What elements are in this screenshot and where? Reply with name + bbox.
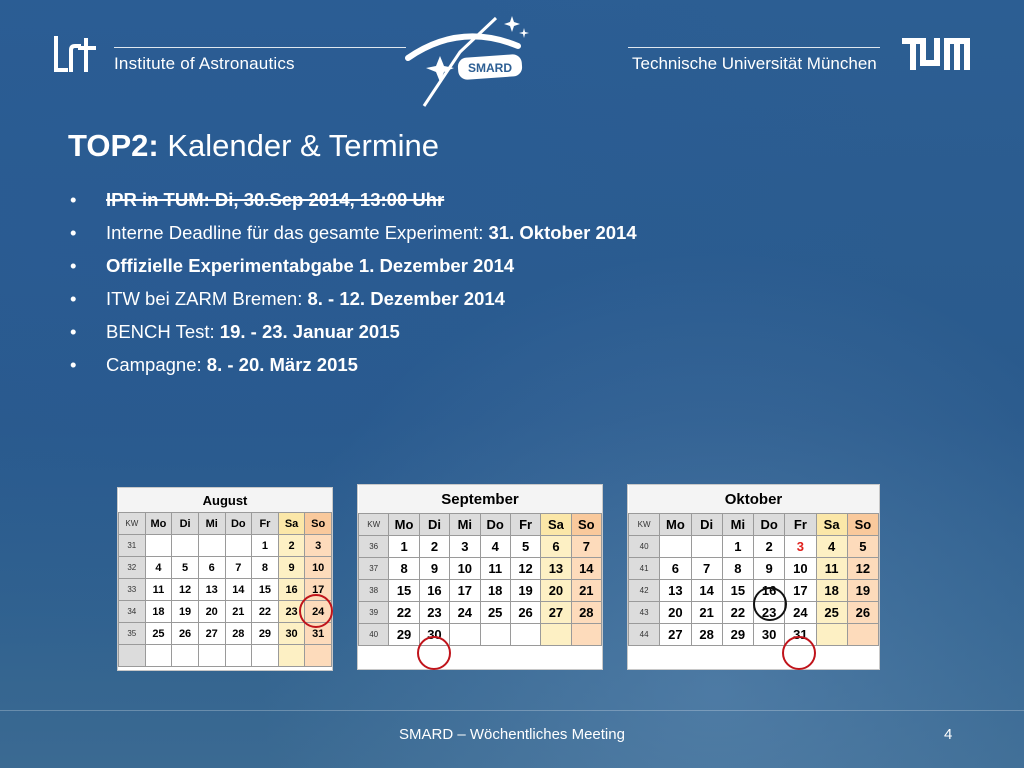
day-cell: 19 [847,580,878,602]
day-cell: 10 [450,558,480,580]
calendar-week-row [359,580,602,602]
bullet-bold: 19. - 23. Januar 2015 [219,321,400,342]
weekday-header: Do [754,514,785,536]
weekday-header: Di [172,513,199,535]
day-cell: 23 [754,602,785,624]
day-cell: 24 [305,601,332,623]
day-cell [305,645,332,667]
day-cell: 17 [450,580,480,602]
day-cell: 15 [722,580,753,602]
day-cell: 16 [754,580,785,602]
calendar-october [627,484,880,670]
calendar-week-row [119,557,332,579]
week-number-cell: 43 [629,602,660,624]
week-number-cell: 36 [359,536,389,558]
day-cell: 11 [145,579,172,601]
day-cell: 11 [816,558,847,580]
week-number-cell: 32 [119,557,146,579]
day-cell: 20 [541,580,571,602]
day-cell: 1 [722,536,753,558]
week-number-cell: 35 [119,623,146,645]
tum-logo-icon [902,38,970,70]
day-cell [198,535,225,557]
highlight-circle-oct-31 [782,636,816,670]
footer-divider [0,710,1024,711]
weekday-header: So [571,514,601,536]
weekday-header: Mi [450,514,480,536]
day-cell [145,535,172,557]
day-cell: 30 [419,624,449,646]
day-cell: 8 [252,557,279,579]
slide-title [68,128,439,164]
bullet-item [68,249,968,282]
bullet-dot: • [70,189,77,210]
smard-logo-text: SMARD [468,61,512,75]
day-cell: 22 [252,601,279,623]
calendar-month-title: September [359,485,602,514]
day-cell: 27 [541,602,571,624]
day-cell: 17 [305,579,332,601]
week-number-cell: 41 [629,558,660,580]
day-cell: 13 [541,558,571,580]
day-cell: 7 [571,536,601,558]
slide-header [0,0,1024,100]
weekday-header: Di [691,514,722,536]
week-number-header: KW [359,514,389,536]
day-cell: 13 [660,580,691,602]
weekday-header: Fr [252,513,279,535]
day-cell: 21 [571,580,601,602]
calendar-september [357,484,603,670]
day-cell: 29 [722,624,753,646]
bullet-bold: Offizielle Experimentabgabe 1. Dezember 2014 [106,255,515,276]
day-cell: 18 [480,580,510,602]
week-number-cell: 40 [629,536,660,558]
day-cell [450,624,480,646]
bullet-bold: IPR in TUM: Di, 30.Sep 2014, 13:00 Uhr [106,189,445,210]
day-cell: 14 [571,558,601,580]
day-cell: 7 [225,557,252,579]
day-cell [145,645,172,667]
day-cell: 28 [225,623,252,645]
day-cell: 18 [816,580,847,602]
calendar-table [358,485,602,646]
weekday-header: Do [480,514,510,536]
header-divider-left [114,47,406,48]
weekday-header: Sa [816,514,847,536]
week-number-cell: 31 [119,535,146,557]
week-number-cell: 38 [359,580,389,602]
day-cell [660,536,691,558]
day-cell: 8 [389,558,419,580]
day-cell: 13 [198,579,225,601]
calendar-month-title: August [119,488,332,513]
day-cell: 15 [389,580,419,602]
day-cell: 6 [660,558,691,580]
day-cell: 16 [278,579,305,601]
week-number-header: KW [119,513,146,535]
day-cell: 5 [172,557,199,579]
day-cell [225,535,252,557]
slide-title-bold: TOP2: [68,128,159,163]
weekday-header: Sa [278,513,305,535]
day-cell: 5 [847,536,878,558]
day-cell: 22 [389,602,419,624]
week-number-cell: 40 [359,624,389,646]
day-cell: 25 [480,602,510,624]
highlight-circle-oct-16 [753,587,787,621]
calendar-week-row [629,624,879,646]
week-number-cell: 33 [119,579,146,601]
calendar-week-row [359,624,602,646]
day-cell [480,624,510,646]
day-cell: 27 [198,623,225,645]
calendar-week-row [119,645,332,667]
day-cell [198,645,225,667]
day-cell: 6 [198,557,225,579]
day-cell: 10 [785,558,816,580]
day-cell: 31 [305,623,332,645]
calendar-week-row [119,623,332,645]
day-cell [510,624,540,646]
day-cell: 17 [785,580,816,602]
day-cell: 19 [510,580,540,602]
day-cell: 5 [510,536,540,558]
day-cell: 3 [785,536,816,558]
day-cell: 23 [419,602,449,624]
weekday-header: Do [225,513,252,535]
day-cell: 26 [847,602,878,624]
bullet-item: • BENCH Test: 19. - 23. Januar 2015 [68,315,968,348]
day-cell: 12 [510,558,540,580]
bullet-item: • ITW bei ZARM Bremen: 8. - 12. Dezember 2014 [68,282,968,315]
lrt-logo-icon [52,36,96,74]
day-cell: 26 [172,623,199,645]
day-cell: 20 [660,602,691,624]
day-cell: 19 [172,601,199,623]
day-cell: 16 [419,580,449,602]
day-cell: 14 [225,579,252,601]
week-number-cell: 44 [629,624,660,646]
week-number-cell: 42 [629,580,660,602]
bullet-dot: • [70,222,77,243]
day-cell: 25 [145,623,172,645]
day-cell: 2 [278,535,305,557]
bullet-dot: • [70,354,77,375]
calendar-week-row [629,558,879,580]
header-divider-right [628,47,880,48]
day-cell: 28 [691,624,722,646]
day-cell: 1 [389,536,419,558]
bullet-bold: 8. - 20. März 2015 [206,354,358,375]
day-cell [172,535,199,557]
day-cell: 23 [278,601,305,623]
day-cell: 6 [541,536,571,558]
day-cell: 21 [691,602,722,624]
day-cell [816,624,847,646]
day-cell [571,624,601,646]
day-cell: 4 [816,536,847,558]
day-cell: 2 [754,536,785,558]
day-cell [691,536,722,558]
day-cell: 24 [450,602,480,624]
weekday-header: Fr [510,514,540,536]
bullet-dot: • [70,321,77,342]
bullet-item [68,183,968,216]
day-cell: 15 [252,579,279,601]
calendar-week-row [119,579,332,601]
weekday-header: Mo [389,514,419,536]
day-cell: 28 [571,602,601,624]
weekday-header: So [305,513,332,535]
slide-title-rest: Kalender & Termine [158,128,440,163]
day-cell: 29 [252,623,279,645]
highlight-circle-sep-30 [417,636,451,670]
bullet-list [68,183,968,381]
day-cell: 30 [754,624,785,646]
day-cell: 27 [660,624,691,646]
day-cell [278,645,305,667]
smard-logo-icon [400,12,535,108]
calendar-month-title: Oktober [629,485,879,514]
weekday-header: Fr [785,514,816,536]
week-number-cell: 34 [119,601,146,623]
day-cell: 9 [278,557,305,579]
weekday-header: So [847,514,878,536]
day-cell: 29 [389,624,419,646]
day-cell [847,624,878,646]
day-cell [225,645,252,667]
day-cell: 8 [722,558,753,580]
weekday-header: Mo [660,514,691,536]
day-cell [252,645,279,667]
calendar-week-row [629,536,879,558]
weekday-header: Mi [722,514,753,536]
day-cell [172,645,199,667]
day-cell: 1 [252,535,279,557]
institute-name: Institute of Astronautics [114,54,295,73]
weekday-header: Mo [145,513,172,535]
day-cell: 11 [480,558,510,580]
university-name: Technische Universität München [632,54,877,73]
bullet-bold: 8. - 12. Dezember 2014 [307,288,505,309]
bullet-dot: • [70,255,77,276]
calendar-week-row [359,536,602,558]
day-cell: 7 [691,558,722,580]
day-cell: 10 [305,557,332,579]
weekday-header: Sa [541,514,571,536]
calendar-table [118,488,332,667]
day-cell: 2 [419,536,449,558]
weekday-header: Mi [198,513,225,535]
day-cell: 25 [816,602,847,624]
day-cell: 21 [225,601,252,623]
day-cell [541,624,571,646]
calendar-week-row [359,602,602,624]
day-cell: 9 [754,558,785,580]
footer-title: SMARD – Wöchentliches Meeting [399,726,625,743]
calendar-week-row [119,535,332,557]
day-cell: 18 [145,601,172,623]
week-number-cell [119,645,146,667]
day-cell: 14 [691,580,722,602]
highlight-circle-aug-24 [299,594,333,628]
day-cell: 12 [172,579,199,601]
week-number-cell: 37 [359,558,389,580]
day-cell: 4 [145,557,172,579]
day-cell: 4 [480,536,510,558]
calendar-week-row [359,558,602,580]
page-number: 4 [944,726,953,743]
day-cell: 3 [450,536,480,558]
calendar-table [628,485,879,646]
week-number-header: KW [629,514,660,536]
calendar-august [117,487,333,671]
day-cell: 22 [722,602,753,624]
day-cell: 30 [278,623,305,645]
bullet-dot: • [70,288,77,309]
day-cell: 20 [198,601,225,623]
day-cell: 12 [847,558,878,580]
week-number-cell: 39 [359,602,389,624]
day-cell: 24 [785,602,816,624]
bullet-item: • Interne Deadline für das gesamte Experiment: 31. Oktober 2014 [68,216,968,249]
day-cell: 26 [510,602,540,624]
bullet-bold: 31. Oktober 2014 [488,222,637,243]
bullet-item: • Campagne: 8. - 20. März 2015 [68,348,968,381]
day-cell: 3 [305,535,332,557]
weekday-header: Di [419,514,449,536]
day-cell: 9 [419,558,449,580]
day-cell: 31 [785,624,816,646]
